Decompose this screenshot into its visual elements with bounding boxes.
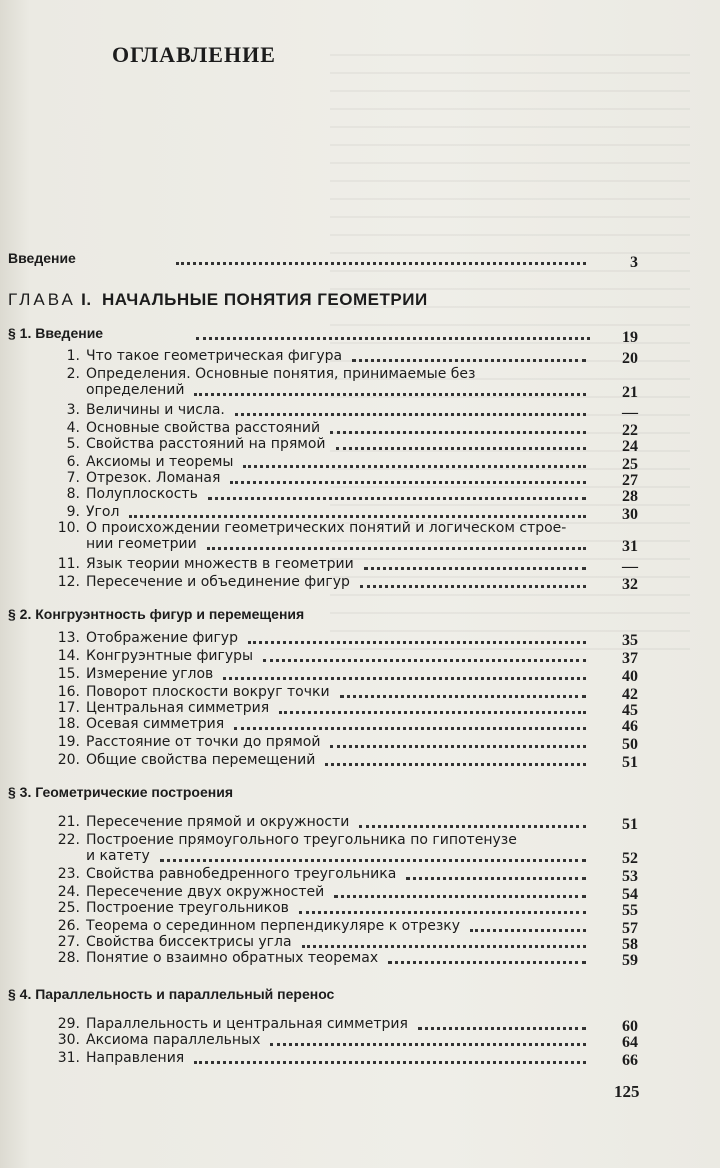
entry-page: 57 [622, 920, 638, 937]
entry-page: 42 [622, 686, 638, 703]
entry-title: Полуплоскость [86, 486, 198, 502]
entry-title: Построение прямоугольного треугольника по гипотенузе [86, 832, 517, 848]
entry-leader-dots [223, 675, 586, 680]
entry-leader-dots [235, 411, 586, 416]
entry-page: 24 [622, 438, 638, 455]
entry-page: 45 [622, 702, 638, 719]
entry-title: Аксиомы и теоремы [86, 454, 234, 470]
entry-page: 25 [622, 456, 638, 473]
entry-title: Измерение углов [86, 666, 214, 682]
entry-page: 58 [622, 936, 638, 953]
entry-title: Пересечение двух окружностей [86, 884, 325, 900]
page-number: 125 [614, 1082, 640, 1101]
entry-title: Осевая симметрия [86, 716, 225, 732]
entry-title: Основные свойства расстояний [86, 420, 321, 436]
entry-number: 6. [66, 454, 80, 470]
entry-number: 29. [57, 1016, 80, 1032]
entry-number: 4. [66, 420, 80, 436]
entry-title: Угол [86, 504, 120, 520]
entry-page: 46 [622, 718, 638, 735]
entry-page: 54 [622, 886, 638, 903]
entry-page: 35 [622, 632, 638, 649]
intro-leader-dots [176, 260, 586, 265]
page-title: ОГЛАВЛЕНИЕ [112, 42, 276, 67]
entry-number: 14. [57, 648, 80, 664]
entry-title: О происхождении геометрических понятий и логическом строе- [86, 520, 567, 536]
chapter-word: ГЛАВА [8, 290, 76, 309]
intro-page: 3 [630, 254, 638, 271]
entry-number: 18. [57, 716, 80, 732]
entry-number: 9. [66, 504, 80, 520]
entry-page: 21 [622, 384, 638, 401]
entry-number: 28. [57, 950, 80, 966]
entry-title: определений [86, 382, 185, 398]
entry-title: Отрезок. Ломаная [86, 470, 221, 486]
entry-page: 28 [622, 488, 638, 505]
entry-number: 7. [66, 470, 80, 486]
entry-leader-dots [230, 479, 586, 484]
entry-leader-dots [207, 545, 586, 550]
entry-leader-dots [248, 639, 586, 644]
entry-number: 26. [57, 918, 80, 934]
entry-title: Что такое геометрическая фигура [86, 348, 343, 364]
entry-number: 12. [57, 574, 80, 590]
entry-title: Определения. Основные понятия, принимаемые без [86, 366, 476, 382]
entry-leader-dots [129, 513, 586, 518]
entry-title: Отображение фигур [86, 630, 238, 646]
entry-number: 2. [66, 366, 80, 382]
entry-page: 50 [622, 736, 638, 753]
entry-page: 27 [622, 472, 638, 489]
entry-page: 60 [622, 1018, 638, 1035]
section-heading: § 1. Введение [8, 325, 104, 341]
entry-leader-dots [406, 875, 586, 880]
entry-leader-dots [470, 927, 586, 932]
entry-title: Свойства равнобедренного треугольника [86, 866, 397, 882]
entry-title: Центральная симметрия [86, 700, 270, 716]
entry-leader-dots [194, 1059, 586, 1064]
entry-page: 59 [622, 952, 638, 969]
entry-page: 66 [622, 1052, 638, 1069]
entry-title: Пересечение прямой и окружности [86, 814, 350, 830]
entry-page: 64 [622, 1034, 638, 1051]
entry-leader-dots [325, 761, 586, 766]
entry-number: 1. [66, 348, 80, 364]
entry-leader-dots [279, 709, 586, 714]
entry-leader-dots [334, 893, 586, 898]
chapter-heading [8, 290, 428, 310]
entry-page: — [622, 558, 638, 575]
entry-page: 31 [622, 538, 638, 555]
entry-number: 11. [57, 556, 80, 572]
entry-number: 10. [57, 520, 80, 536]
entry-number: 27. [57, 934, 80, 950]
entry-number: 19. [57, 734, 80, 750]
section-page: 19 [622, 329, 638, 346]
entry-title: Язык теории множеств в геометрии [86, 556, 354, 572]
entry-page: 20 [622, 350, 638, 367]
entry-leader-dots [270, 1041, 586, 1046]
entry-title: Свойства биссектрисы угла [86, 934, 292, 950]
entry-title: Величины и числа. [86, 402, 225, 418]
entry-leader-dots [234, 725, 586, 730]
entry-title: Конгруэнтные фигуры [86, 648, 254, 664]
entry-page: 52 [622, 850, 638, 867]
entry-page: 30 [622, 506, 638, 523]
entry-page: 53 [622, 868, 638, 885]
chapter-numeral: I. [81, 290, 92, 309]
entry-leader-dots [330, 743, 586, 748]
entry-leader-dots [340, 693, 586, 698]
entry-leader-dots [364, 565, 586, 570]
entry-title: Направления [86, 1050, 185, 1066]
entry-title: Построение треугольников [86, 900, 289, 916]
entry-title: Теорема о серединном перпендикуляре к отрезку [86, 918, 461, 934]
entry-title: Понятие о взаимно обратных теоремах [86, 950, 379, 966]
entry-leader-dots [194, 391, 586, 396]
entry-number: 24. [57, 884, 80, 900]
entry-page: 51 [622, 754, 638, 771]
entry-number: 13. [57, 630, 80, 646]
entry-number: 20. [57, 752, 80, 768]
entry-page: 37 [622, 650, 638, 667]
section-heading: § 2. Конгруэнтность фигур и перемещения [8, 606, 305, 622]
entry-leader-dots [359, 823, 586, 828]
entry-number: 8. [66, 486, 80, 502]
entry-page: 51 [622, 816, 638, 833]
entry-leader-dots [360, 583, 586, 588]
entry-page: — [622, 404, 638, 421]
entry-title: Аксиома параллельных [86, 1032, 261, 1048]
entry-number: 25. [57, 900, 80, 916]
section-leader-dots [196, 335, 590, 340]
entry-leader-dots [336, 445, 587, 450]
entry-leader-dots [263, 657, 586, 662]
entry-title: Свойства расстояний на прямой [86, 436, 326, 452]
entry-number: 3. [66, 402, 80, 418]
entry-number: 17. [57, 700, 80, 716]
chapter-name: НАЧАЛЬНЫЕ ПОНЯТИЯ ГЕОМЕТРИИ [102, 290, 428, 309]
entry-title: Пересечение и объединение фигур [86, 574, 350, 590]
entry-number: 30. [57, 1032, 80, 1048]
entry-number: 31. [57, 1050, 80, 1066]
entry-leader-dots [243, 463, 586, 468]
entry-number: 21. [57, 814, 80, 830]
entry-leader-dots [299, 909, 586, 914]
entry-leader-dots [160, 857, 586, 862]
entry-title: и катету [86, 848, 150, 864]
entry-page: 32 [622, 576, 638, 593]
entry-leader-dots [208, 495, 586, 500]
entry-leader-dots [418, 1025, 586, 1030]
entry-title: Поворот плоскости вокруг точки [86, 684, 330, 700]
entry-number: 5. [66, 436, 80, 452]
entry-number: 23. [57, 866, 80, 882]
section-heading: § 3. Геометрические построения [8, 784, 233, 800]
intro-label: Введение [8, 250, 76, 266]
entry-title: Общие свойства перемещений [86, 752, 316, 768]
entry-page: 55 [622, 902, 638, 919]
entry-leader-dots [302, 943, 586, 948]
entry-title: Параллельность и центральная симметрия [86, 1016, 408, 1032]
entry-leader-dots [330, 429, 586, 434]
entry-page: 40 [622, 668, 638, 685]
entry-leader-dots [388, 959, 586, 964]
entry-page: 22 [622, 422, 638, 439]
entry-number: 15. [57, 666, 80, 682]
entry-title: нии геометрии [86, 536, 197, 552]
entry-leader-dots [352, 357, 586, 362]
entry-number: 16. [57, 684, 80, 700]
section-heading: § 4. Параллельность и параллельный перенос [8, 986, 335, 1002]
entry-number: 22. [57, 832, 80, 848]
entry-title: Расстояние от точки до прямой [86, 734, 321, 750]
